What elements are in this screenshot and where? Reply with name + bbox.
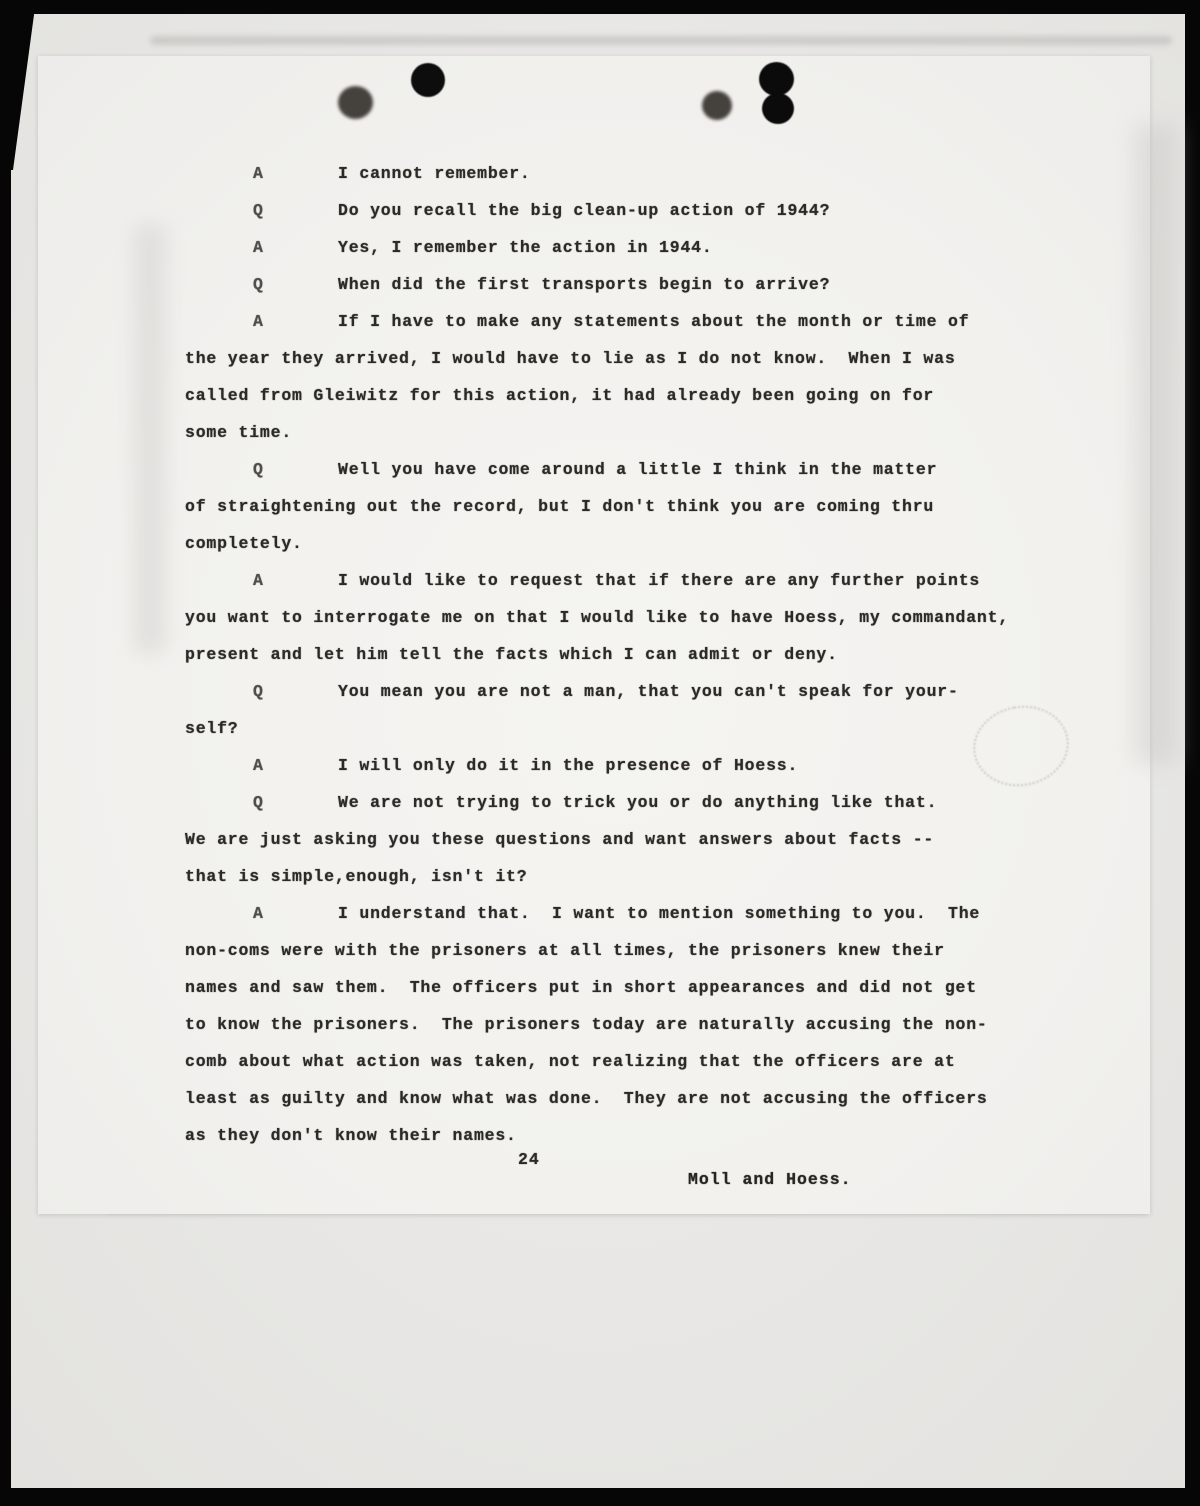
speaker-label: Q	[253, 275, 264, 294]
line-text: I would like to request that if there are any further points	[338, 571, 981, 590]
transcript-line	[38, 378, 1150, 415]
line-text: some time.	[185, 423, 293, 442]
ink-dot	[762, 93, 794, 124]
line-text: I will only do it in the presence of Hoess.	[338, 756, 799, 775]
line-text: to know the prisoners. The prisoners today are naturally accusing the non-	[185, 1015, 988, 1034]
line-text: We are just asking you these questions and want answers about facts --	[185, 830, 935, 849]
line-text: the year they arrived, I would have to lie as I do not know. When I was	[185, 349, 956, 368]
speaker-label: A	[253, 238, 264, 257]
transcript-line	[38, 896, 1150, 933]
line-text: You mean you are not a man, that you can't speak for your-	[338, 682, 959, 701]
line-text: We are not trying to trick you or do anything like that.	[338, 793, 938, 812]
transcript	[38, 156, 1150, 1155]
page-number: 24	[518, 1150, 540, 1169]
line-text: least as guilty and know what was done. They are not accusing the officers	[185, 1089, 988, 1108]
transcript-line	[38, 970, 1150, 1007]
speaker-label: A	[253, 312, 264, 331]
transcript-line	[38, 674, 1150, 711]
transcript-line	[38, 637, 1150, 674]
speaker-label: A	[253, 164, 264, 183]
scan-border-bottom	[0, 1487, 1200, 1506]
transcript-line	[38, 156, 1150, 193]
line-text: that is simple,enough, isn't it?	[185, 867, 528, 886]
transcript-line	[38, 452, 1150, 489]
transcript-line	[38, 341, 1150, 378]
line-text: you want to interrogate me on that I would like to have Hoess, my commandant,	[185, 608, 1010, 627]
speaker-label: Q	[253, 201, 264, 220]
transcript-line	[38, 267, 1150, 304]
transcript-line	[38, 1007, 1150, 1044]
scan-smudge-top	[150, 36, 1172, 45]
line-text: called from Gleiwitz for this action, it had already been going on for	[185, 386, 935, 405]
transcript-line	[38, 785, 1150, 822]
line-text: names and saw them. The officers put in short appearances and did not get	[185, 978, 977, 997]
transcript-line	[38, 600, 1150, 637]
transcript-line	[38, 933, 1150, 970]
scan-border-left	[0, 0, 11, 1506]
ink-dot	[338, 86, 373, 119]
line-text: I cannot remember.	[338, 164, 531, 183]
speaker-label: A	[253, 756, 264, 775]
transcript-line	[38, 1044, 1150, 1081]
speaker-label: A	[253, 571, 264, 590]
line-text: If I have to make any statements about the month or time of	[338, 312, 970, 331]
line-text: When did the first transports begin to arrive?	[338, 275, 831, 294]
line-text: Do you recall the big clean-up action of 1944?	[338, 201, 831, 220]
line-text: Well you have come around a little I think in the matter	[338, 460, 938, 479]
speaker-label: Q	[253, 793, 264, 812]
transcript-line	[38, 563, 1150, 600]
transcript-line	[38, 859, 1150, 896]
line-text: comb about what action was taken, not realizing that the officers are at	[185, 1052, 956, 1071]
line-text: of straightening out the record, but I don't think you are coming thru	[185, 497, 935, 516]
transcript-line	[38, 526, 1150, 563]
ink-dot	[759, 62, 794, 96]
typed-sheet	[38, 56, 1150, 1214]
speaker-label: Q	[253, 682, 264, 701]
transcript-line	[38, 304, 1150, 341]
line-text: completely.	[185, 534, 303, 553]
line-text: I understand that. I want to mention something to you. The	[338, 904, 981, 923]
transcript-line	[38, 822, 1150, 859]
transcript-line	[38, 1118, 1150, 1155]
document-footer-title: Moll and Hoess.	[688, 1170, 852, 1189]
scan-border-right	[1184, 0, 1200, 1506]
transcript-line	[38, 193, 1150, 230]
line-text: Yes, I remember the action in 1944.	[338, 238, 713, 257]
ink-dot	[411, 63, 445, 97]
transcript-line	[38, 230, 1150, 267]
speaker-label: Q	[253, 460, 264, 479]
line-text: present and let him tell the facts which I can admit or deny.	[185, 645, 838, 664]
ink-dot	[702, 91, 732, 120]
line-text: non-coms were with the prisoners at all times, the prisoners knew their	[185, 941, 945, 960]
transcript-line	[38, 415, 1150, 452]
transcript-line	[38, 1081, 1150, 1118]
transcript-line	[38, 489, 1150, 526]
line-text: self?	[185, 719, 239, 738]
line-text: as they don't know their names.	[185, 1126, 517, 1145]
speaker-label: A	[253, 904, 264, 923]
